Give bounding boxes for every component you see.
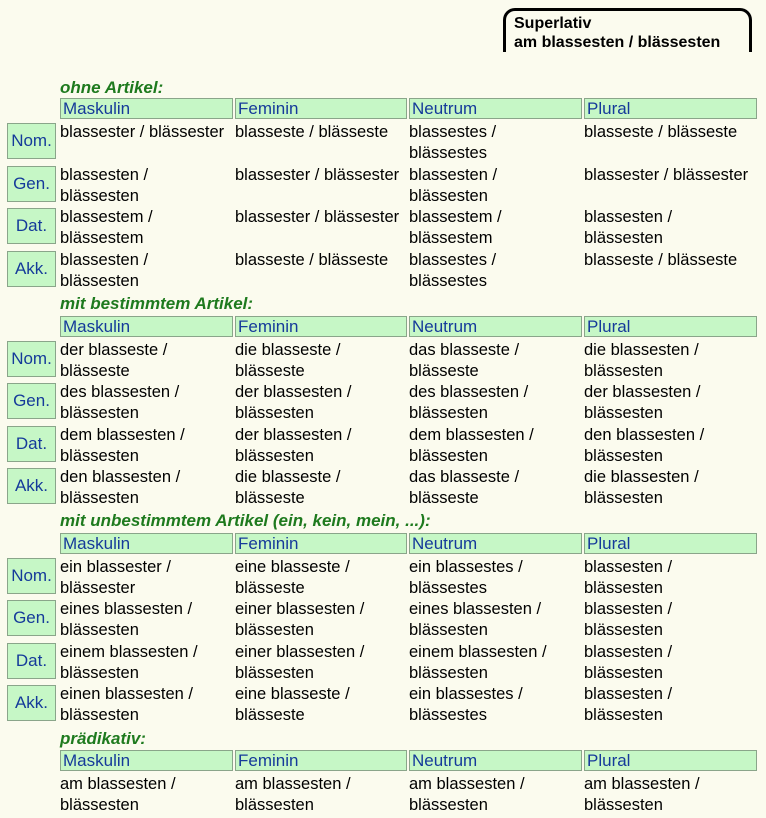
- case-label: Akk.: [7, 468, 56, 504]
- declension-cell: einem blassesten / blässesten: [409, 643, 547, 682]
- declension-cell: ein blassestes / blässestes: [409, 558, 523, 597]
- declension-cell: dem blassesten / blässesten: [409, 426, 534, 465]
- declension-cell: blasseste / blässeste: [235, 251, 389, 269]
- declension-cell: des blassesten / blässesten: [409, 383, 529, 422]
- declension-cell: blassesten / blässesten: [584, 685, 673, 724]
- section-title: mit unbestimmtem Artikel (ein, kein, mein, ...):: [60, 511, 431, 530]
- declension-cell: dem blassesten / blässesten: [60, 426, 185, 465]
- declension-cell: der blassesten / blässesten: [235, 426, 352, 465]
- declension-cell: am blassesten / blässesten: [235, 775, 351, 814]
- declension-cell: blasseste / blässeste: [235, 123, 389, 141]
- declension-cell: blassesten / blässesten: [584, 558, 673, 597]
- case-label: Nom.: [7, 341, 56, 377]
- declension-cell: blasseste / blässeste: [584, 251, 738, 269]
- declension-cell: am blassesten / blässesten: [584, 775, 700, 814]
- case-label: Dat.: [7, 426, 56, 462]
- column-header-neutrum: Neutrum: [409, 750, 582, 771]
- section-title: ohne Artikel:: [60, 78, 164, 97]
- case-label: Dat.: [7, 643, 56, 679]
- declension-cell: blassester / blässester: [60, 123, 225, 141]
- case-label: Akk.: [7, 251, 56, 287]
- column-header-feminin: Feminin: [235, 750, 407, 771]
- column-header-plural: Plural: [584, 533, 757, 554]
- declension-cell: der blassesten / blässesten: [235, 383, 352, 422]
- superlativ-title: Superlativ: [514, 15, 592, 32]
- column-header-plural: Plural: [584, 750, 757, 771]
- case-label: Gen.: [7, 600, 56, 636]
- declension-cell: einem blassesten / blässesten: [60, 643, 198, 682]
- declension-cell: die blassesten / blässesten: [584, 468, 699, 507]
- declension-cell: blassestem / blässestem: [60, 208, 153, 247]
- column-header-maskulin: Maskulin: [60, 316, 233, 337]
- declension-cell: blassesten / blässesten: [60, 251, 149, 290]
- case-label: Nom.: [7, 558, 56, 594]
- declension-cell: die blassesten / blässesten: [584, 341, 699, 380]
- case-label: Gen.: [7, 166, 56, 202]
- declension-cell: der blassesten / blässesten: [584, 383, 701, 422]
- declension-cell: eines blassesten / blässesten: [60, 600, 193, 639]
- declension-cell: am blassesten / blässesten: [409, 775, 525, 814]
- declension-cell: den blassesten / blässesten: [60, 468, 181, 507]
- declension-cell: einer blassesten / blässesten: [235, 600, 365, 639]
- declension-cell: blassesten / blässesten: [584, 643, 673, 682]
- declension-cell: die blasseste / blässeste: [235, 341, 341, 380]
- declension-cell: blassester / blässester: [235, 166, 400, 184]
- case-label: Gen.: [7, 383, 56, 419]
- superlativ-forms: am blassesten / blässesten: [514, 34, 721, 51]
- declension-cell: blassestes / blässestes: [409, 123, 497, 162]
- column-header-plural: Plural: [584, 98, 757, 119]
- column-header-feminin: Feminin: [235, 533, 407, 554]
- declension-cell: einen blassesten / blässesten: [60, 685, 194, 724]
- declension-cell: blassesten / blässesten: [584, 600, 673, 639]
- column-header-neutrum: Neutrum: [409, 533, 582, 554]
- column-header-maskulin: Maskulin: [60, 98, 233, 119]
- declension-cell: blassesten / blässesten: [409, 166, 498, 205]
- declension-cell: des blassesten / blässesten: [60, 383, 180, 422]
- column-header-neutrum: Neutrum: [409, 98, 582, 119]
- declension-cell: blassesten / blässesten: [60, 166, 149, 205]
- column-header-feminin: Feminin: [235, 316, 407, 337]
- column-header-feminin: Feminin: [235, 98, 407, 119]
- declension-cell: eine blasseste / blässeste: [235, 558, 350, 597]
- superlativ-box: [503, 8, 752, 52]
- column-header-neutrum: Neutrum: [409, 316, 582, 337]
- declension-cell: blassestem / blässestem: [409, 208, 502, 247]
- section-title: prädikativ:: [60, 729, 146, 748]
- declension-cell: die blasseste / blässeste: [235, 468, 341, 507]
- declension-cell: blasseste / blässeste: [584, 123, 738, 141]
- case-label: Nom.: [7, 123, 56, 159]
- column-header-maskulin: Maskulin: [60, 533, 233, 554]
- declension-cell: eine blasseste / blässeste: [235, 685, 350, 724]
- declension-cell: das blasseste / blässeste: [409, 341, 520, 380]
- declension-cell: blassester / blässester: [584, 166, 749, 184]
- declension-cell: den blassesten / blässesten: [584, 426, 705, 465]
- declension-cell: das blasseste / blässeste: [409, 468, 520, 507]
- declension-cell: eines blassesten / blässesten: [409, 600, 542, 639]
- declension-cell: der blasseste / blässeste: [60, 341, 168, 380]
- section-title: mit bestimmtem Artikel:: [60, 294, 254, 313]
- column-header-plural: Plural: [584, 316, 757, 337]
- declension-cell: ein blassestes / blässestes: [409, 685, 523, 724]
- case-label: Dat.: [7, 208, 56, 244]
- declension-cell: am blassesten / blässesten: [60, 775, 176, 814]
- declension-cell: blassestes / blässestes: [409, 251, 497, 290]
- column-header-maskulin: Maskulin: [60, 750, 233, 771]
- declension-cell: blassesten / blässesten: [584, 208, 673, 247]
- declension-cell: einer blassesten / blässesten: [235, 643, 365, 682]
- declension-cell: ein blassester / blässester: [60, 558, 171, 597]
- case-label: Akk.: [7, 685, 56, 721]
- declension-cell: blassester / blässester: [235, 208, 400, 226]
